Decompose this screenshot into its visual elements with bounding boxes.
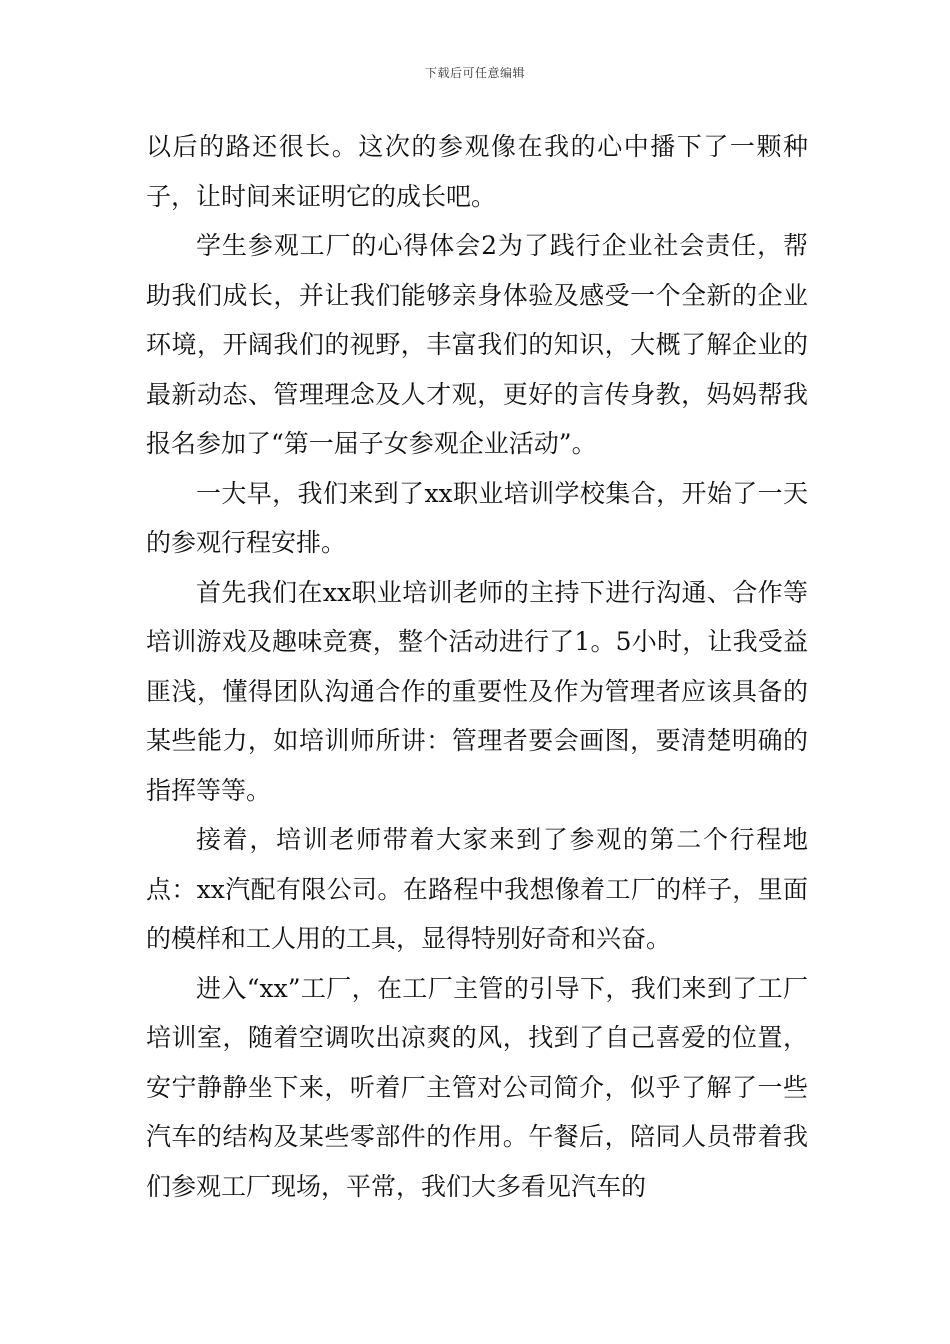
paragraph-training: 首先我们在xx职业培训老师的主持下进行沟通、合作等培训游戏及趣味竞赛，整个活动进行了1。5小时，让我受益匪浅，懂得团队沟通合作的重要性及作为管理者应该具备的某些能力，如培训师所讲：管理者要会画图，要清楚明确的指挥等等。 [146, 577, 808, 805]
paragraph-continuation: 以后的路还很长。这次的参观像在我的心中播下了一颗种子，让时间来证明它的成长吧。 [146, 132, 808, 211]
paragraph-intro: 学生参观工厂的心得体会2为了践行企业社会责任，帮助我们成长，并让我们能够亲身体验及感受一个全新的企业环境，开阔我们的视野，丰富我们的知识，大概了解企业的最新动态、管理理念及人才观，更好的言传身教，妈妈帮我报名参加了“第一届子女参观企业活动”。 [146, 231, 808, 458]
page-header-note: 下载后可任意编辑 [424, 66, 525, 80]
paragraph-gathering: 一大早，我们来到了xx职业培训学校集合，开始了一天的参观行程安排。 [146, 478, 808, 557]
paragraph-travel: 接着，培训老师带着大家来到了参观的第二个行程地点：xx汽配有限公司。在路程中我想像着工厂的样子，里面的模样和工人用的工具，显得特别好奇和兴奋。 [146, 825, 808, 953]
paragraph-factory-visit: 进入“xx”工厂，在工厂主管的引导下，我们来到了工厂培训室，随着空调吹出凉爽的风，找到了自己喜爱的位置，安宁静静坐下来，听着厂主管对公司简介，似乎了解了一些汽车的结构及某些零部件的作用。午餐后，陪同人员带着我们参观工厂现场，平常，我们大多看见汽车的 [146, 973, 808, 1201]
document-body [146, 122, 808, 1211]
